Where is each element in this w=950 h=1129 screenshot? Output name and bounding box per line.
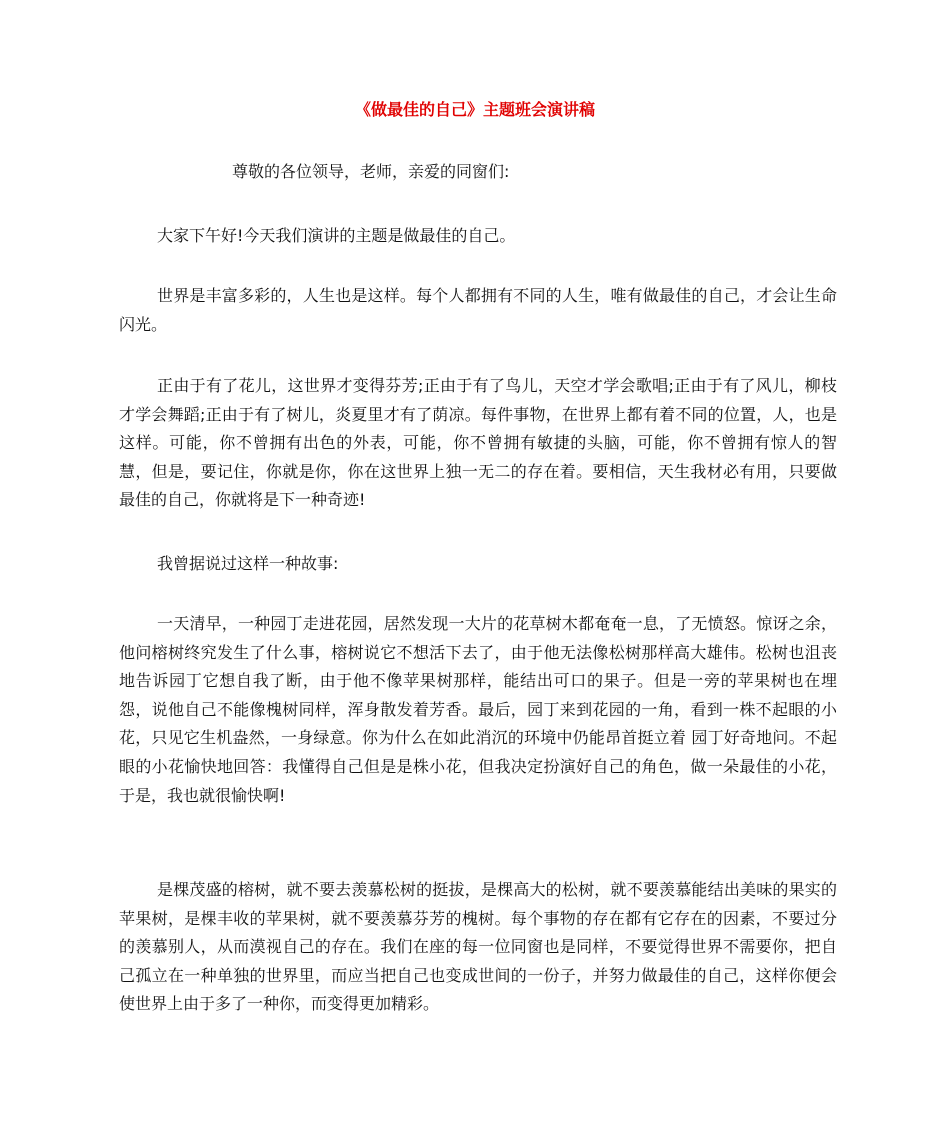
document-title: 《做最佳的自己》主题班会演讲稿 xyxy=(354,100,595,119)
paragraph-flowers: 正由于有了花儿，这世界才变得芬芳;正由于有了鸟儿，天空才学会歌唱;正由于有了风儿，柳枝才学会舞蹈;正由于有了树儿，炎夏里才有了荫凉。每件事物，在世界上都有着不同的位置，人，也是这样。可能，你不曾拥有出色的外表，可能，你不曾拥有敏捷的头脑，可能，你不曾拥有惊人的智慧，但是，要记住，你就是你，你在这世界上独一无二的存在着。要相信，天生我材必有用，只要做最佳的自己，你就将是下一种奇迹! xyxy=(119,376,837,510)
paragraph-story-intro: 我曾据说过这样一种故事: xyxy=(157,554,339,573)
paragraph-gardener-story: 一天清早，一种园丁走进花园，居然发现一大片的花草树木都奄奄一息，了无愤怒。惊讶之余，他问榕树终究发生了什么事，榕树说它不想活下去了，由于他无法像松树那样高大雄伟。松树也沮丧地告诉园丁它想自我了断，由于他不像苹果树那样，能结出可口的果子。但是一旁的苹果树也在埋怨，说他自己不能像槐树同样，浑身散发着芳香。最后，园丁来到花园的一角，看到一株不起眼的小花，只见它生机盎然，一身绿意。你为什么在如此消沉的环境中仍能昂首挺立着 园丁好奇地问。不起眼的小花愉快地回答：我懂得自己但是是株小花，但我决定扮演好自己的角色，做一朵最佳的小花，于是，我也就很愉快啊! xyxy=(119,614,837,805)
paragraph-world: 世界是丰富多彩的，人生也是这样。每个人都拥有不同的人生，唯有做最佳的自己，才会让生命闪光。 xyxy=(119,286,837,334)
greeting-line: 尊敬的各位领导，老师，亲爱的同窗们: xyxy=(232,162,510,181)
paragraph-conclusion: 是棵茂盛的榕树，就不要去羡慕松树的挺拔，是棵高大的松树，就不要羡慕能结出美味的果实的苹果树，是棵丰收的苹果树，就不要羡慕芬芳的槐树。每个事物的存在都有它存在的因素，不要过分的羡慕别人，从而漠视自己的存在。我们在座的每一位同窗也是同样，不要觉得世界不需要你，把自己孤立在一种单独的世界里，而应当把自己也变成世间的一份子，并努力做最佳的自己，这样你便会使世界上由于多了一种你，而变得更加精彩。 xyxy=(119,880,837,1014)
paragraph-opening: 大家下午好!今天我们演讲的主题是做最佳的自己。 xyxy=(157,226,516,245)
